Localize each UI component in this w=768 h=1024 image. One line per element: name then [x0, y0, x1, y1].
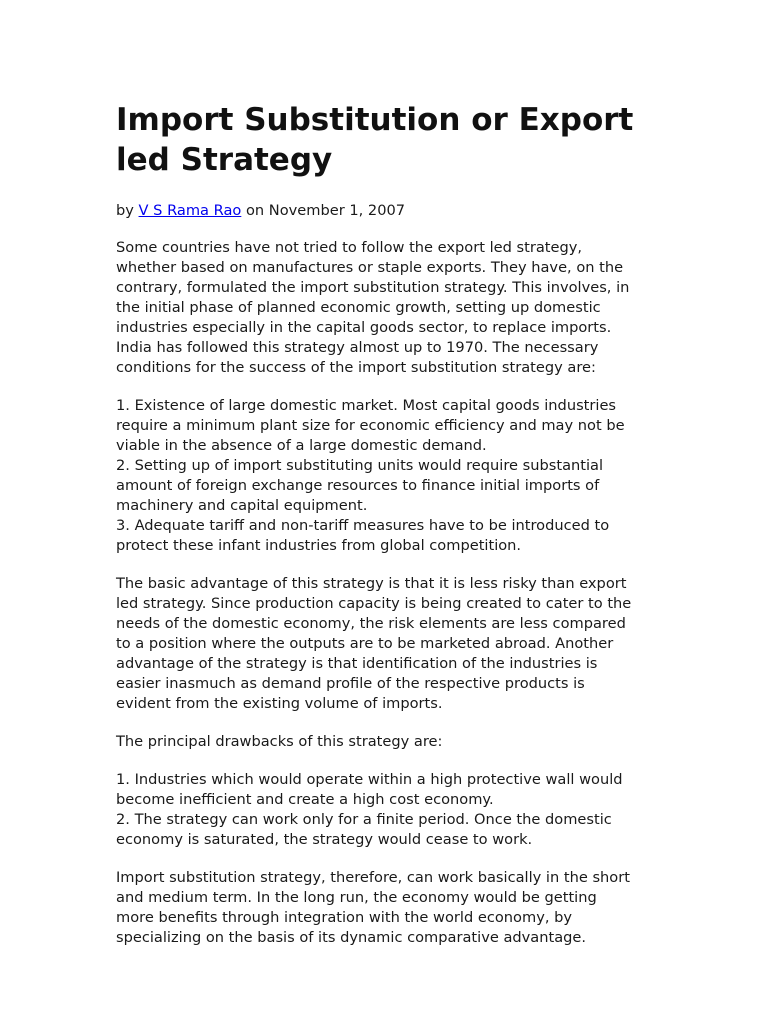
byline-prefix: by — [116, 202, 139, 219]
paragraph — [116, 396, 656, 556]
paragraph-line: evident from the existing volume of imports. — [116, 695, 443, 712]
paragraph-line: The basic advantage of this strategy is that it is less risky than export — [116, 575, 627, 592]
paragraph-line: economy is saturated, the strategy would cease to work. — [116, 831, 533, 848]
paragraph-line: require a minimum plant size for economic efficiency and may not be — [116, 417, 625, 434]
paragraph-line: and medium term. In the long run, the economy would be getting — [116, 889, 597, 906]
article-title — [116, 100, 656, 180]
title-line: Import Substitution or Export — [116, 102, 634, 138]
paragraph-line: specializing on the basis of its dynamic comparative advantage. — [116, 929, 587, 946]
paragraph-line: Import substitution strategy, therefore, can work basically in the short — [116, 869, 630, 886]
paragraph-line: easier inasmuch as demand profile of the respective products is — [116, 675, 585, 692]
paragraph — [116, 770, 656, 850]
paragraph-line: industries especially in the capital goods sector, to replace imports. — [116, 319, 612, 336]
byline — [116, 201, 656, 221]
paragraph-line: The principal drawbacks of this strategy are: — [116, 733, 443, 750]
paragraph-line: viable in the absence of a large domestic demand. — [116, 437, 487, 454]
paragraph-line: 2. Setting up of import substituting units would require substantial — [116, 457, 604, 474]
article-body — [116, 238, 656, 948]
paragraph-line: needs of the domestic economy, the risk elements are less compared — [116, 615, 626, 632]
paragraph-line: India has followed this strategy almost up to 1970. The necessary — [116, 339, 599, 356]
byline-date: on November 1, 2007 — [241, 202, 406, 219]
paragraph-line: become inefficient and create a high cost economy. — [116, 791, 494, 808]
paragraph — [116, 732, 656, 752]
paragraph-line: machinery and capital equipment. — [116, 497, 368, 514]
paragraph-line: to a position where the outputs are to be marketed abroad. Another — [116, 635, 614, 652]
paragraph-line: Some countries have not tried to follow the export led strategy, — [116, 239, 583, 256]
paragraph — [116, 868, 656, 948]
paragraph-line: the initial phase of planned economic growth, setting up domestic — [116, 299, 601, 316]
paragraph — [116, 238, 656, 378]
title-line: led Strategy — [116, 142, 333, 178]
paragraph-line: 1. Industries which would operate within a high protective wall would — [116, 771, 623, 788]
paragraph-line: whether based on manufactures or staple exports. They have, on the — [116, 259, 624, 276]
paragraph-line: contrary, formulated the import substitution strategy. This involves, in — [116, 279, 630, 296]
paragraph-line: protect these infant industries from global competition. — [116, 537, 522, 554]
paragraph-line: 3. Adequate tariff and non-tariff measures have to be introduced to — [116, 517, 610, 534]
paragraph-line: 2. The strategy can work only for a finite period. Once the domestic — [116, 811, 612, 828]
paragraph-line: conditions for the success of the import substitution strategy are: — [116, 359, 596, 376]
paragraph-line: advantage of the strategy is that identification of the industries is — [116, 655, 598, 672]
paragraph-line: amount of foreign exchange resources to finance initial imports of — [116, 477, 600, 494]
paragraph-line: 1. Existence of large domestic market. Most capital goods industries — [116, 397, 617, 414]
paragraph-line: more benefits through integration with the world economy, by — [116, 909, 573, 926]
paragraph — [116, 574, 656, 714]
author-link[interactable]: V S Rama Rao — [138, 202, 242, 219]
paragraph-line: led strategy. Since production capacity is being created to cater to the — [116, 595, 632, 612]
article — [116, 100, 656, 966]
